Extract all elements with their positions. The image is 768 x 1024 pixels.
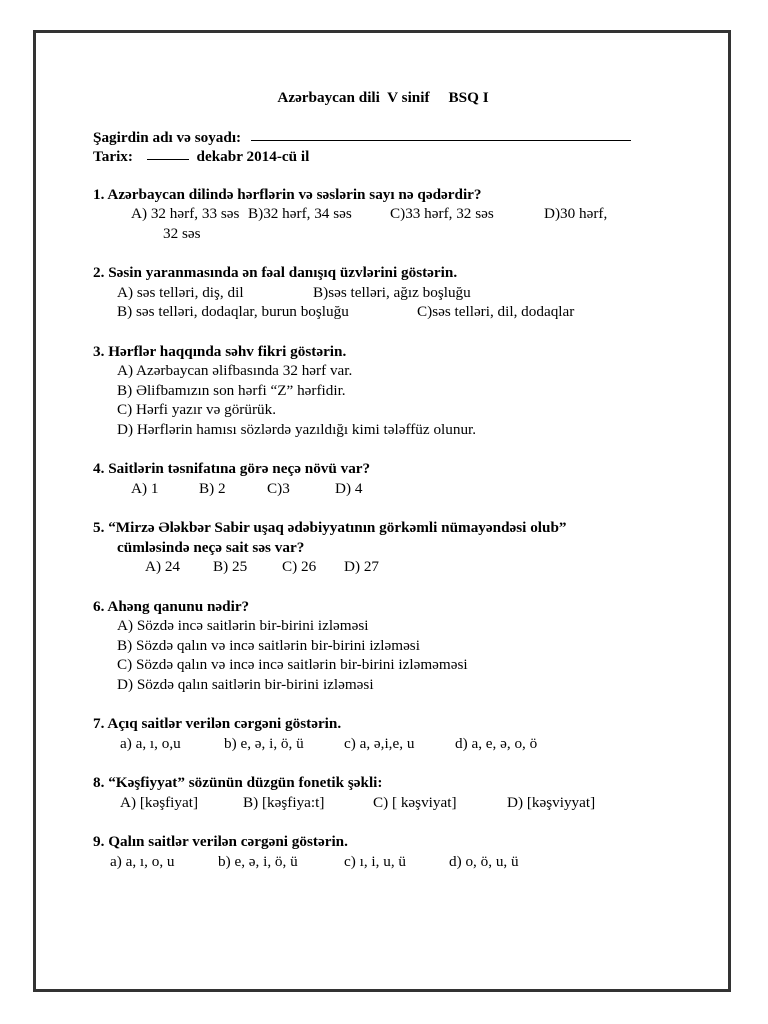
date-line (93, 147, 673, 167)
student-name-line (93, 128, 673, 148)
option: A) Sözdə incə saitlərin bir-birini izləməsi (117, 617, 369, 634)
option: A) 32 hərf, 33 səs (131, 205, 240, 222)
student-name-blank[interactable] (251, 140, 631, 141)
option: a) a, ı, o, u (110, 852, 175, 870)
option: B) Əlifbamızın son hərfi “Z” hərfidir. (117, 381, 346, 399)
option: B) Sözdə qalın və incə saitlərin bir-birini izləməsi (117, 636, 420, 654)
options-row (93, 204, 673, 224)
option: C) Sözdə qalın və incə incə saitlərin bir-birini izləməməsi (117, 656, 468, 673)
question-2 (93, 263, 673, 322)
question-7 (93, 714, 673, 753)
options-row (93, 793, 673, 813)
question-stem-continuation: cümləsində neçə sait səs var? (117, 538, 305, 556)
date-blank[interactable] (147, 159, 189, 160)
option: a) a, ı, o,u (120, 734, 181, 752)
question-stem: 5. “Mirzə Ələkbər Sabir uşaq ədəbiyyatının görkəmli nümayəndəsi olub” (93, 519, 567, 536)
option: C) Hərfi yazır və görürük. (117, 401, 276, 418)
options-row (93, 479, 673, 499)
option: D)30 hərf, (544, 205, 608, 222)
options-row (93, 852, 673, 872)
option: d) o, ö, u, ü (449, 852, 519, 870)
date-label: Tarix: (93, 148, 133, 165)
question-stem: 7. Açıq saitlər verilən cərgəni göstərin. (93, 715, 342, 732)
question-4 (93, 459, 673, 498)
option: B)32 hərf, 34 səs (248, 205, 352, 222)
question-stem: 8. “Kəşfiyyat” sözünün düzgün fonetik şəkli: (93, 774, 383, 791)
option: C)3 (267, 479, 290, 497)
question-1 (93, 185, 673, 244)
date-suffix: dekabr 2014-cü il (196, 148, 310, 165)
option: C) [ kəşviyat] (373, 793, 457, 811)
option: C) 26 (282, 558, 317, 575)
worksheet (93, 88, 673, 871)
option: B) səs telləri, dodaqlar, burun boşluğu (117, 303, 349, 320)
option: A) [kəşfiyat] (120, 793, 199, 811)
question-stem: 4. Saitlərin təsnifatına görə neçə növü var? (93, 460, 371, 477)
question-stem: 3. Hərflər haqqında səhv fikri göstərin. (93, 342, 347, 360)
page-title: Azərbaycan dili V sinif BSQ I (277, 89, 489, 106)
option: B) 2 (199, 479, 226, 497)
question-stem: 1. Azərbaycan dilində hərflərin və səslərin sayı nə qədərdir? (93, 185, 482, 203)
options-row (93, 283, 673, 303)
option: b) e, ə, i, ö, ü (218, 852, 298, 870)
question-8 (93, 773, 673, 812)
question-5 (93, 518, 673, 577)
option: c) a, ə,i,e, u (344, 734, 415, 752)
option: A) 24 (145, 558, 181, 575)
option: D) Sözdə qalın saitlərin bir-birini izləməsi (117, 675, 374, 693)
options-row (93, 302, 673, 322)
question-stem: 9. Qalın saitlər verilən cərgəni göstərin. (93, 833, 348, 850)
option-continuation: 32 səs (163, 224, 201, 242)
option: A) 1 (131, 479, 159, 497)
question-stem: 6. Ahəng qanunu nədir? (93, 597, 250, 615)
question-3 (93, 342, 673, 440)
option: b) e, ə, i, ö, ü (224, 734, 304, 752)
option: B) 25 (213, 558, 248, 575)
question-stem: 2. Səsin yaranmasında ən fəal danışıq üzvlərini göstərin. (93, 264, 458, 281)
option: D) 4 (335, 479, 363, 497)
option: D) Hərflərin hamısı sözlərdə yazıldığı kimi tələffüz olunur. (117, 420, 477, 438)
options-row (93, 734, 673, 754)
options-row (93, 557, 673, 577)
option: c) ı, i, u, ü (344, 852, 407, 870)
student-name-label: Şagirdin adı və soyadı: (93, 128, 242, 146)
option: A) səs telləri, diş, dil (117, 283, 244, 301)
question-6 (93, 597, 673, 695)
option: B) [kəşfiya:t] (243, 793, 325, 811)
option: D) 27 (344, 558, 380, 575)
question-9 (93, 832, 673, 871)
option: A) Azərbaycan əlifbasında 32 hərf var. (117, 362, 353, 379)
option: C)33 hərf, 32 səs (390, 205, 494, 222)
option: d) a, e, ə, o, ö (455, 734, 538, 752)
option: D) [kəşviyyat] (507, 793, 596, 811)
option: C)səs telləri, dil, dodaqlar (417, 303, 575, 320)
option: B)səs telləri, ağız boşluğu (313, 283, 471, 301)
